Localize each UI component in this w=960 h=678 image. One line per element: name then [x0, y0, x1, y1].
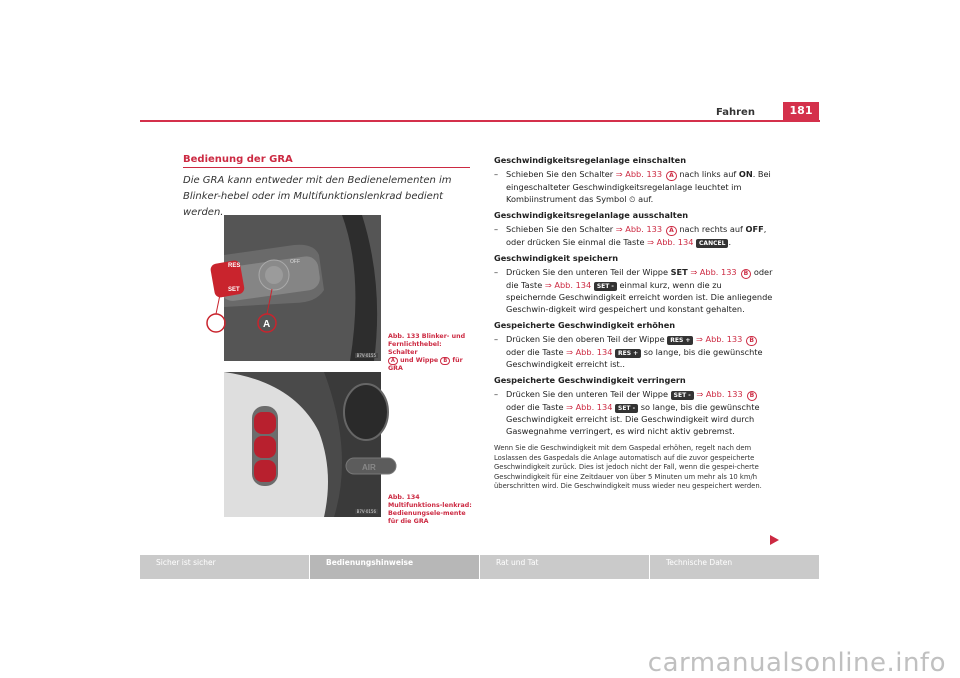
figure-reference-link[interactable]: ⇒ Abb. 134 [566, 402, 613, 412]
section-rule [183, 167, 470, 168]
res-label: RES [228, 263, 241, 269]
next-page-arrow-icon[interactable] [770, 535, 779, 545]
stalk-illustration [212, 215, 381, 361]
note-text: Wenn Sie die Geschwindigkeit mit dem Gaspedal erhöhen, regelt nach dem Loslassen des Gaspedals die Anlage automatisch auf die zuvor gespeicherte Geschwindigkeit zurück. Dies ist jedoch nicht der Fall, wenn die gespei-cherte Geschwindigkeit für eine Zeitdauer von über 5 Minuten um mehr als 10 km/h überschritten wird. Die Geschwindigkeit muss wieder neu gespeichert werden. [494, 444, 762, 491]
list-item: – Drücken Sie den oberen Teil der Wippe RES + ⇒ Abb. 133 B oder die Taste ⇒ Abb. 134 RES + so lange, bis die gewünschte Geschwindigkeit erreicht ist.. [494, 334, 763, 369]
tab-sicher[interactable]: Sicher ist sicher [140, 555, 309, 579]
heading-einschalten: Geschwindigkeitsregelanlage einschalten [494, 155, 687, 165]
list-item: – Schieben Sie den Schalter ⇒ Abb. 133 A nach rechts auf OFF, oder drücken Sie einmal die Taste ⇒ Abb. 134 CANCEL . [494, 224, 767, 247]
off-label: OFF [290, 259, 300, 265]
figure-reference-link[interactable]: ⇒ Abb. 133 [615, 224, 663, 234]
tab-bedienungshinweise[interactable]: Bedienungshinweise [310, 555, 479, 579]
heading-ausschalten: Geschwindigkeitsregelanlage ausschalten [494, 210, 689, 220]
list-item: – Schieben Sie den Schalter ⇒ Abb. 133 A nach links auf ON. Bei eingeschalteter Geschwindigkeitsregelanlage leuchtet im Kombiinstrument das Symbol ⏲ auf. [494, 169, 771, 204]
heading-erhoehen: Gespeicherte Geschwindigkeit erhöhen [494, 320, 676, 330]
tab-rat-und-tat[interactable]: Rat und Tat [480, 555, 649, 579]
cancel-key: CANCEL [696, 239, 728, 248]
res-plus-key: RES + [667, 336, 693, 345]
figure-reference-link[interactable]: ⇒ Abb. 133 [696, 334, 743, 344]
figure-stalk-switch [212, 215, 381, 361]
footer-tabs [140, 555, 820, 579]
page-number: 181 [783, 102, 819, 120]
figure-134-caption: Abb. 134 Multifunktions-lenkrad: Bedienungsele-mente für die GRA [388, 494, 472, 525]
tab-technische-daten[interactable]: Technische Daten [650, 555, 819, 579]
list-item: – Drücken Sie den unteren Teil der Wippe SET - ⇒ Abb. 133 B oder die Taste ⇒ Abb. 134 SET - so lange, bis die gewünschte Geschwindigkeit erreicht ist. Die Geschwindigkeit wird durch Gaswegnahme verringert, es wird nicht aktiv gebremst. [494, 389, 760, 436]
figure-133-caption: Abb. 133 Blinker- und Fernlichthebel: Schalter A und Wippe B für GRA [388, 333, 466, 372]
figure-steering-wheel [224, 372, 381, 517]
set-minus-key: SET - [594, 282, 617, 291]
steering-illustration [224, 372, 381, 517]
airbag-label: AIR [362, 463, 376, 472]
marker-a: A [263, 319, 271, 330]
heading-speichern: Geschwindigkeit speichern [494, 253, 619, 263]
marker-b: B [212, 319, 220, 330]
instructions-column [494, 154, 774, 492]
heading-verringern: Gespeicherte Geschwindigkeit verringern [494, 375, 686, 385]
set-minus-key: SET - [615, 404, 638, 413]
marker-a-badge: A [388, 357, 398, 365]
watermark: carmanualsonline.info [647, 648, 946, 678]
figure-reference-link[interactable]: ⇒ Abb. 133 [615, 169, 663, 179]
figure-reference-link[interactable]: ⇒ Abb. 134 [544, 280, 592, 290]
section-title: Bedienung der GRA [183, 154, 293, 165]
set-label: SET [228, 287, 240, 293]
res-plus-key: RES + [615, 349, 641, 358]
page-header-title: Fahren [716, 107, 755, 118]
figure-reference-link[interactable]: ⇒ Abb. 133 [690, 267, 737, 277]
figure-reference-link[interactable]: ⇒ Abb. 133 [696, 389, 743, 399]
set-minus-key: SET - [671, 391, 694, 400]
figure-reference-link[interactable]: ⇒ Abb. 134 [566, 347, 613, 357]
section-intro: Die GRA kann entweder mit den Bedienelementen im Blinker-hebel oder im Multifunktionslenkrad bedient werden. [183, 175, 452, 218]
list-item: – Drücken Sie den unteren Teil der Wippe SET ⇒ Abb. 133 B oder die Taste ⇒ Abb. 134 SET - einmal kurz, wenn die zu speichernde Geschwindigkeit erreicht worden ist. Die anliegende Geschwin-digkeit wird gespeichert und konstant gehalten. [494, 267, 773, 314]
header-rule [140, 120, 820, 122]
marker-b-badge: B [440, 357, 450, 365]
figure-reference-link[interactable]: ⇒ Abb. 134 [647, 237, 694, 247]
cruise-control-icon: ⏲ [629, 194, 636, 204]
figure-code: B7V-0155 [356, 353, 376, 358]
figure-code: B7V-0156 [356, 509, 376, 514]
